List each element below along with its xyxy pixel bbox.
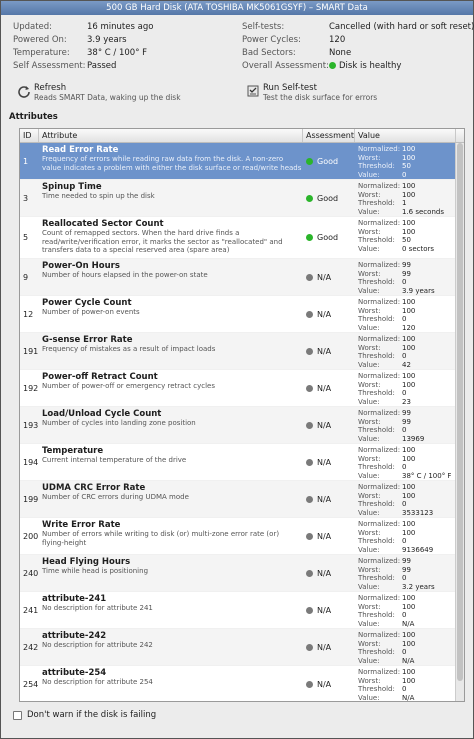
row-id: 3 (23, 193, 29, 203)
worst-value: 100 (402, 306, 416, 315)
worst-value: 100 (402, 528, 416, 537)
worst-label: Worst: (358, 639, 381, 648)
attribute-name: Load/Unload Cycle Count (42, 409, 162, 419)
worst-value: 100 (402, 343, 416, 352)
threshold-label: Threshold: (358, 426, 395, 435)
assessment-text: N/A (317, 272, 332, 282)
status-na-icon (306, 607, 313, 614)
value-value: N/A (402, 694, 415, 702)
table-row[interactable] (20, 444, 464, 481)
row-values (355, 180, 456, 216)
threshold-value: 1 (402, 199, 407, 208)
row-values (355, 217, 456, 258)
row-id: 240 (23, 568, 39, 578)
worst-label: Worst: (358, 602, 381, 611)
row-assessment (303, 370, 355, 406)
value-value: 3.2 years (402, 583, 435, 592)
attribute-desc: Number of cycles into landing zone position (42, 419, 196, 427)
attribute-name: Write Error Rate (42, 520, 121, 530)
assessment-text: N/A (317, 309, 332, 319)
table-row[interactable] (20, 217, 464, 259)
vertical-scrollbar[interactable] (455, 143, 464, 701)
self-test-icon (246, 84, 260, 98)
row-attribute (39, 370, 303, 406)
assessment-text: Good (317, 193, 339, 203)
threshold-label: Threshold: (358, 236, 395, 245)
attribute-name: G-sense Error Rate (42, 335, 133, 345)
threshold-label: Threshold: (358, 352, 395, 361)
worst-label: Worst: (358, 380, 381, 389)
value-label: Value: (358, 361, 380, 370)
row-attribute (39, 333, 303, 369)
threshold-label: Threshold: (358, 574, 395, 583)
header-id[interactable]: ID (20, 129, 39, 142)
attribute-desc: Number of CRC errors during UDMA mode (42, 493, 189, 501)
row-values (355, 333, 456, 369)
table-row[interactable] (20, 555, 464, 592)
table-row[interactable] (20, 143, 464, 180)
attribute-name: Temperature (42, 446, 104, 456)
value-value: 13969 (402, 435, 425, 444)
assessment-text: N/A (317, 346, 332, 356)
threshold-label: Threshold: (358, 315, 395, 324)
bad-sectors-label: Bad Sectors: (242, 48, 296, 58)
threshold-value: 0 (402, 389, 407, 398)
normalized-value: 100 (402, 335, 416, 343)
table-body (20, 143, 464, 702)
normalized-label: Normalized: (358, 557, 401, 565)
worst-value: 100 (402, 602, 416, 611)
status-na-icon (306, 422, 313, 429)
value-label: Value: (358, 546, 380, 555)
value-value: 9136649 (402, 546, 434, 555)
normalized-value: 100 (402, 182, 416, 190)
row-id: 1 (23, 156, 29, 166)
threshold-label: Threshold: (358, 685, 395, 694)
status-good-icon (306, 158, 313, 165)
row-values (355, 370, 456, 406)
header-attribute[interactable]: Attribute (39, 129, 303, 142)
table-row[interactable] (20, 180, 464, 217)
refresh-icon (17, 84, 31, 98)
attribute-name: Power-off Retract Count (42, 372, 158, 382)
dont-warn-checkbox[interactable] (13, 711, 22, 720)
table-row[interactable] (20, 666, 464, 702)
value-value: 1.6 seconds (402, 208, 444, 217)
table-row[interactable] (20, 518, 464, 555)
attribute-name: attribute-254 (42, 668, 107, 678)
normalized-label: Normalized: (358, 594, 401, 602)
worst-label: Worst: (358, 528, 381, 537)
row-assessment (303, 592, 355, 628)
row-assessment (303, 407, 355, 443)
threshold-value: 0 (402, 685, 407, 694)
worst-label: Worst: (358, 676, 381, 685)
row-values (355, 592, 456, 628)
normalized-label: Normalized: (358, 298, 401, 306)
normalized-label: Normalized: (358, 145, 401, 153)
normalized-label: Normalized: (358, 261, 401, 269)
normalized-label: Normalized: (358, 631, 401, 639)
attribute-name: Reallocated Sector Count (42, 219, 164, 229)
temperature-label: Temperature: (13, 48, 70, 58)
attribute-name: Power-On Hours (42, 261, 120, 271)
row-id: 254 (23, 679, 39, 689)
assessment-text: N/A (317, 605, 332, 615)
row-id: 9 (23, 272, 29, 282)
status-na-icon (306, 496, 313, 503)
refresh-label: Refresh (34, 83, 67, 93)
worst-label: Worst: (358, 565, 381, 574)
value-label: Value: (358, 694, 380, 702)
attribute-desc: Number of power-on events (42, 308, 140, 316)
table-row[interactable] (20, 407, 464, 444)
row-values (355, 666, 456, 702)
normalized-value: 99 (402, 409, 411, 417)
scrollbar-thumb[interactable] (457, 143, 463, 681)
assessment-text: Good (317, 233, 339, 242)
self-tests-value: Cancelled (with hard or soft reset) (329, 22, 474, 32)
header-assessment[interactable]: Assessment (303, 129, 355, 142)
worst-label: Worst: (358, 491, 381, 500)
normalized-label: Normalized: (358, 668, 401, 676)
value-label: Value: (358, 287, 380, 296)
table-row[interactable] (20, 370, 464, 407)
threshold-label: Threshold: (358, 500, 395, 509)
threshold-label: Threshold: (358, 648, 395, 657)
attribute-desc: Time needed to spin up the disk (42, 192, 155, 200)
normalized-value: 100 (402, 483, 416, 491)
row-id: 191 (23, 346, 39, 356)
threshold-value: 0 (402, 537, 407, 546)
status-na-icon (306, 311, 313, 318)
updated-value: 16 minutes ago (87, 22, 154, 32)
assessment-text: N/A (317, 383, 332, 393)
assessment-text: N/A (317, 420, 332, 430)
row-attribute (39, 481, 303, 517)
normalized-value: 100 (402, 668, 416, 676)
row-assessment (303, 481, 355, 517)
assessment-text: N/A (317, 679, 332, 689)
worst-label: Worst: (358, 343, 381, 352)
status-na-icon (306, 348, 313, 355)
summary-panel (1, 19, 473, 81)
row-attribute (39, 217, 303, 258)
normalized-label: Normalized: (358, 182, 401, 190)
row-id: 5 (23, 233, 29, 242)
threshold-label: Threshold: (358, 611, 395, 620)
worst-value: 100 (402, 190, 416, 199)
attribute-desc: Number of power-off or emergency retract cycles (42, 382, 215, 390)
attribute-name: Power Cycle Count (42, 298, 132, 308)
status-na-icon (306, 570, 313, 577)
worst-value: 99 (402, 269, 411, 278)
status-good-icon (306, 234, 313, 241)
normalized-label: Normalized: (358, 335, 401, 343)
worst-value: 100 (402, 639, 416, 648)
header-value[interactable]: Value (355, 129, 456, 142)
row-attribute (39, 518, 303, 554)
attribute-desc: Count of remapped sectors. When the hard drive finds a read/write/verification error, it marks the sector as "reallocated" and transfers data to a special reserved area (spare area) (42, 229, 283, 254)
status-na-icon (306, 459, 313, 466)
worst-value: 100 (402, 380, 416, 389)
attribute-desc: No description for attribute 242 (42, 641, 153, 649)
normalized-label: Normalized: (358, 219, 401, 227)
worst-value: 99 (402, 417, 411, 426)
threshold-value: 0 (402, 352, 407, 361)
value-label: Value: (358, 657, 380, 666)
run-self-test-desc: Test the disk surface for errors (263, 93, 378, 102)
row-id: 192 (23, 383, 39, 393)
table-row[interactable] (20, 333, 464, 370)
assessment-text: N/A (317, 457, 332, 467)
row-values (355, 555, 456, 591)
value-value: 120 (402, 324, 416, 333)
self-tests-label: Self-tests: (242, 22, 285, 32)
attribute-desc: Number of errors while writing to disk (or) multi-zone error rate (or) flying-height (42, 530, 280, 547)
worst-label: Worst: (358, 227, 381, 236)
row-attribute (39, 259, 303, 295)
status-good-icon (306, 195, 313, 202)
normalized-value: 100 (402, 219, 416, 227)
row-id: 200 (23, 531, 39, 541)
row-assessment (303, 333, 355, 369)
row-attribute (39, 666, 303, 702)
row-id: 242 (23, 642, 39, 652)
self-assessment-value: Passed (87, 61, 117, 71)
status-na-icon (306, 681, 313, 688)
value-label: Value: (358, 583, 380, 592)
value-label: Value: (358, 472, 380, 481)
power-cycles-label: Power Cycles: (242, 35, 301, 45)
self-assessment-label: Self Assessment: (13, 61, 86, 71)
value-value: N/A (402, 620, 415, 629)
value-label: Value: (358, 324, 380, 333)
attribute-desc: Number of hours elapsed in the power-on state (42, 271, 208, 279)
row-assessment (303, 666, 355, 702)
attribute-name: Spinup Time (42, 182, 102, 192)
row-id: 241 (23, 605, 39, 615)
value-value: 38° C / 100° F (402, 472, 452, 481)
normalized-label: Normalized: (358, 409, 401, 417)
attribute-desc: No description for attribute 254 (42, 678, 153, 686)
normalized-label: Normalized: (358, 520, 401, 528)
table-row[interactable] (20, 481, 464, 518)
attribute-desc: Current internal temperature of the drive (42, 456, 187, 464)
attribute-name: UDMA CRC Error Rate (42, 483, 146, 493)
status-na-icon (306, 533, 313, 540)
row-attribute (39, 407, 303, 443)
table-row[interactable] (20, 592, 464, 629)
threshold-value: 0 (402, 500, 407, 509)
row-values (355, 143, 456, 179)
worst-label: Worst: (358, 454, 381, 463)
threshold-label: Threshold: (358, 278, 395, 287)
value-label: Value: (358, 171, 380, 180)
overall-assessment-value: Disk is healthy (339, 61, 402, 71)
run-self-test-button[interactable] (246, 83, 377, 105)
overall-assessment-label: Overall Assessment: (242, 61, 329, 71)
normalized-value: 100 (402, 298, 416, 306)
assessment-text: N/A (317, 531, 332, 541)
powered-on-label: Powered On: (13, 35, 67, 45)
row-id: 199 (23, 494, 39, 504)
attribute-name: attribute-242 (42, 631, 107, 641)
normalized-value: 100 (402, 145, 416, 153)
assessment-text: N/A (317, 642, 332, 652)
refresh-button[interactable] (17, 83, 181, 105)
worst-value: 100 (402, 227, 416, 236)
window-title: 500 GB Hard Disk (ATA TOSHIBA MK5061GSYF) – SMART Data (1, 1, 473, 15)
value-label: Value: (358, 398, 380, 407)
worst-label: Worst: (358, 306, 381, 315)
value-value: 0 sectors (402, 245, 435, 254)
row-values (355, 259, 456, 295)
attribute-name: attribute-241 (42, 594, 107, 604)
row-values (355, 296, 456, 332)
row-attribute (39, 555, 303, 591)
value-value: 3.9 years (402, 287, 435, 296)
table-row[interactable] (20, 259, 464, 296)
row-attribute (39, 296, 303, 332)
normalized-value: 99 (402, 261, 411, 269)
powered-on-value: 3.9 years (87, 35, 127, 45)
row-attribute (39, 180, 303, 216)
normalized-value: 100 (402, 520, 416, 528)
status-ok-icon (329, 62, 336, 69)
normalized-label: Normalized: (358, 446, 401, 454)
overall-assessment (329, 60, 401, 72)
updated-label: Updated: (13, 22, 53, 32)
row-assessment (303, 555, 355, 591)
row-values (355, 407, 456, 443)
value-label: Value: (358, 509, 380, 518)
threshold-value: 0 (402, 463, 407, 472)
normalized-label: Normalized: (358, 372, 401, 380)
threshold-value: 0 (402, 315, 407, 324)
normalized-value: 99 (402, 557, 411, 565)
row-id: 194 (23, 457, 39, 467)
threshold-label: Threshold: (358, 463, 395, 472)
value-label: Value: (358, 208, 380, 217)
value-label: Value: (358, 435, 380, 444)
value-value: 23 (402, 398, 411, 407)
row-id: 12 (23, 309, 34, 319)
row-values (355, 518, 456, 554)
run-self-test-label: Run Self-test (263, 83, 317, 93)
assessment-text: N/A (317, 494, 332, 504)
threshold-value: 0 (402, 611, 407, 620)
assessment-text: Good (317, 156, 339, 166)
bad-sectors-value: None (329, 48, 352, 58)
threshold-value: 0 (402, 426, 407, 435)
dont-warn-option[interactable] (13, 710, 156, 720)
table-row[interactable] (20, 629, 464, 666)
threshold-label: Threshold: (358, 199, 395, 208)
value-value: 42 (402, 361, 411, 370)
dont-warn-label: Don't warn if the disk is failing (27, 710, 157, 720)
status-na-icon (306, 644, 313, 651)
worst-label: Worst: (358, 417, 381, 426)
temperature-value: 38° C / 100° F (87, 48, 148, 58)
threshold-value: 0 (402, 278, 407, 287)
row-assessment (303, 259, 355, 295)
attribute-desc: Time while head is positioning (42, 567, 149, 575)
status-na-icon (306, 385, 313, 392)
row-values (355, 629, 456, 665)
normalized-label: Normalized: (358, 483, 401, 491)
worst-label: Worst: (358, 269, 381, 278)
row-attribute (39, 444, 303, 480)
row-values (355, 481, 456, 517)
power-cycles-value: 120 (329, 35, 346, 45)
worst-value: 99 (402, 565, 411, 574)
normalized-value: 100 (402, 446, 416, 454)
worst-value: 100 (402, 454, 416, 463)
refresh-desc: Reads SMART Data, waking up the disk (34, 93, 181, 102)
worst-value: 100 (402, 676, 416, 685)
row-attribute (39, 592, 303, 628)
value-value: 0 (402, 171, 407, 180)
table-header (20, 129, 464, 143)
attribute-name: Head Flying Hours (42, 557, 131, 567)
attribute-desc: Frequency of errors while reading raw data from the disk. A non-zero value indicates a problem with either the disk surface or read/write heads (42, 155, 302, 172)
row-attribute (39, 629, 303, 665)
normalized-value: 100 (402, 631, 416, 639)
attributes-table[interactable] (19, 128, 465, 702)
attribute-desc: No description for attribute 241 (42, 604, 153, 612)
attribute-desc: Frequency of mistakes as a result of impact loads (42, 345, 216, 353)
actions-bar (1, 81, 473, 111)
row-assessment (303, 296, 355, 332)
normalized-value: 100 (402, 372, 416, 380)
threshold-value: 0 (402, 574, 407, 583)
worst-value: 100 (402, 491, 416, 500)
threshold-label: Threshold: (358, 537, 395, 546)
worst-label: Worst: (358, 190, 381, 199)
threshold-label: Threshold: (358, 389, 395, 398)
row-assessment (303, 518, 355, 554)
table-row[interactable] (20, 296, 464, 333)
attributes-heading: Attributes (9, 112, 58, 122)
row-assessment (303, 444, 355, 480)
status-na-icon (306, 274, 313, 281)
value-value: 3533123 (402, 509, 434, 518)
row-values (355, 444, 456, 480)
row-assessment (303, 180, 355, 216)
threshold-value: 50 (402, 236, 411, 245)
assessment-text: N/A (317, 568, 332, 578)
row-attribute (39, 143, 303, 179)
threshold-label: Threshold: (358, 162, 395, 171)
value-value: N/A (402, 657, 415, 666)
worst-label: Worst: (358, 153, 381, 162)
threshold-value: 50 (402, 162, 411, 171)
row-assessment (303, 143, 355, 179)
row-assessment (303, 217, 355, 258)
row-assessment (303, 629, 355, 665)
normalized-value: 100 (402, 594, 416, 602)
row-id: 193 (23, 420, 39, 430)
value-label: Value: (358, 620, 380, 629)
value-label: Value: (358, 245, 380, 254)
threshold-value: 0 (402, 648, 407, 657)
attribute-name: Read Error Rate (42, 145, 119, 155)
worst-value: 100 (402, 153, 416, 162)
